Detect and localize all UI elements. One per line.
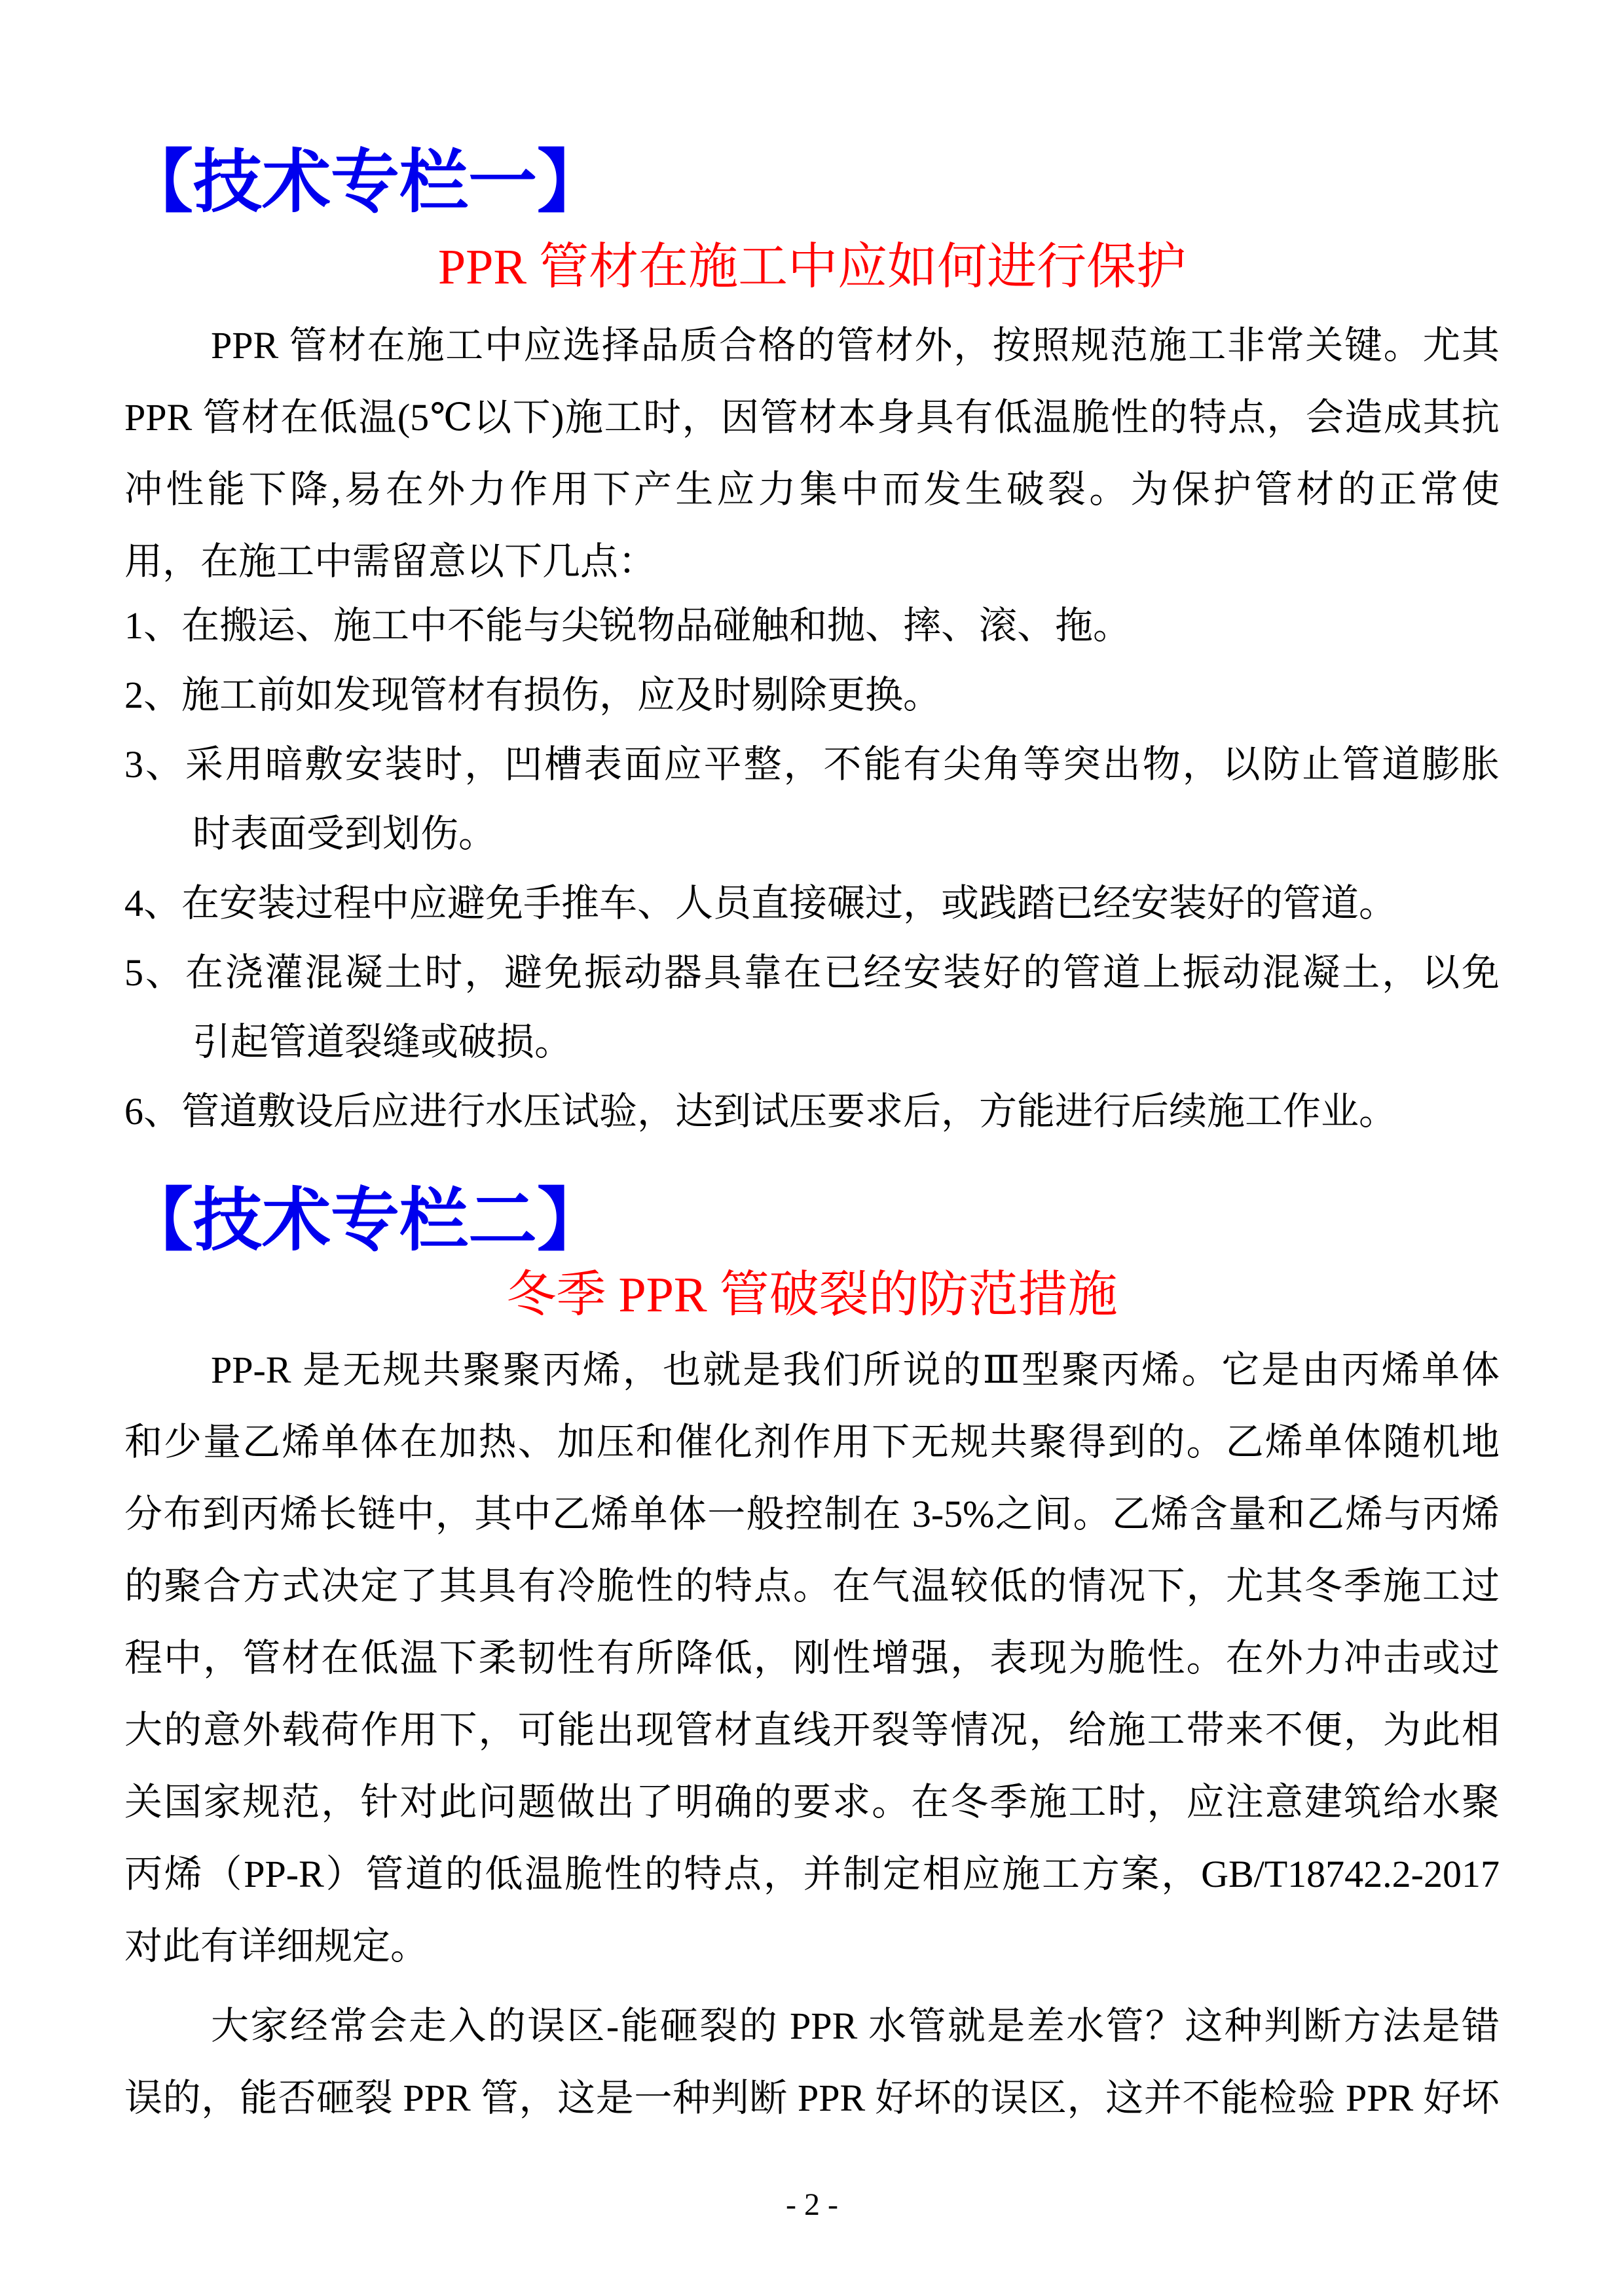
section1-title: PPR 管材在施工中应如何进行保护	[437, 240, 1187, 295]
section1-paragraph	[124, 310, 1500, 598]
text-line: 对此有详细规定。	[124, 1925, 429, 1967]
text-line: 的聚合方式决定了其具有冷脆性的特点。在气温较低的情况下，尤其冬季施工过	[124, 1565, 1500, 1607]
text-line: 冲性能下降,易在外力作用下产生应力集中而发生破裂。为保护管材的正常使	[124, 468, 1500, 511]
text-line: 大家经常会走入的误区-能砸裂的 PPR 水管就是差水管？这种判断方法是错	[211, 2005, 1500, 2047]
list-item: 3、采用暗敷安装时，凹槽表面应平整，不能有尖角等突出物，以防止管道膨胀	[124, 743, 1500, 786]
text-line: 误的，能否砸裂 PPR 管，这是一种判断 PPR 好坏的误区，这并不能检验 PPR 好坏	[124, 2077, 1500, 2119]
text-line: PPR 管材在施工中应选择品质合格的管材外，按照规范施工非常关键。尤其	[211, 324, 1500, 367]
page-content	[0, 143, 1624, 2134]
text-line: 大的意外载荷作用下，可能出现管材直线开裂等情况，给施工带来不便，为此相	[124, 1709, 1500, 1751]
text-line: PPR 管材在低温(5℃以下)施工时，因管材本身具有低温脆性的特点，会造成其抗	[124, 396, 1500, 439]
page-number: - 2 -	[786, 2187, 838, 2222]
list-item: 6、管道敷设后应进行水压试验，达到试压要求后，方能进行后续施工作业。	[124, 1090, 1397, 1133]
text-line: 用，在施工中需留意以下几点：	[124, 540, 657, 583]
text-line: 程中，管材在低温下柔韧性有所降低，刚性增强，表现为脆性。在外力冲击或过	[124, 1637, 1500, 1679]
list-item: 2、施工前如发现管材有损伤，应及时剔除更换。	[124, 674, 942, 716]
text-line: 关国家规范，针对此问题做出了明确的要求。在冬季施工时，应注意建筑给水聚	[124, 1781, 1500, 1823]
list-item-wrap-line: 时表面受到划伤。	[193, 812, 497, 855]
list-item: 1、在搬运、施工中不能与尖锐物品碰触和抛、摔、滚、拖。	[124, 604, 1132, 647]
text-line: 和少量乙烯单体在加热、加压和催化剂作用下无规共聚得到的。乙烯单体随机地	[124, 1421, 1500, 1463]
list-item: 5、在浇灌混凝土时，避免振动器具靠在已经安装好的管道上振动混凝土，以免	[124, 951, 1500, 994]
text-line: PP-R 是无规共聚聚丙烯，也就是我们所说的Ⅲ型聚丙烯。它是由丙烯单体	[211, 1349, 1500, 1391]
section2-paragraph-2	[124, 1990, 1500, 2134]
list-item: 4、在安装过程中应避免手推车、人员直接碾过，或践踏已经安装好的管道。	[124, 882, 1397, 924]
section1-heading: 【技术专栏一】	[124, 144, 606, 221]
section2-paragraph-1	[124, 1334, 1500, 1982]
section2-heading: 【技术专栏二】	[124, 1182, 606, 1259]
text-line: 分布到丙烯长链中，其中乙烯单体一般控制在 3-5%之间。乙烯含量和乙烯与丙烯	[124, 1493, 1500, 1535]
text-line: 丙烯（PP-R）管道的低温脆性的特点，并制定相应施工方案，GB/T18742.2-2017	[124, 1853, 1500, 1895]
list-item-wrap-line: 引起管道裂缝或破损。	[193, 1021, 573, 1063]
section1-numbered-list	[124, 591, 1500, 1146]
section2-title: 冬季 PPR 管破裂的防范措施	[506, 1267, 1118, 1322]
